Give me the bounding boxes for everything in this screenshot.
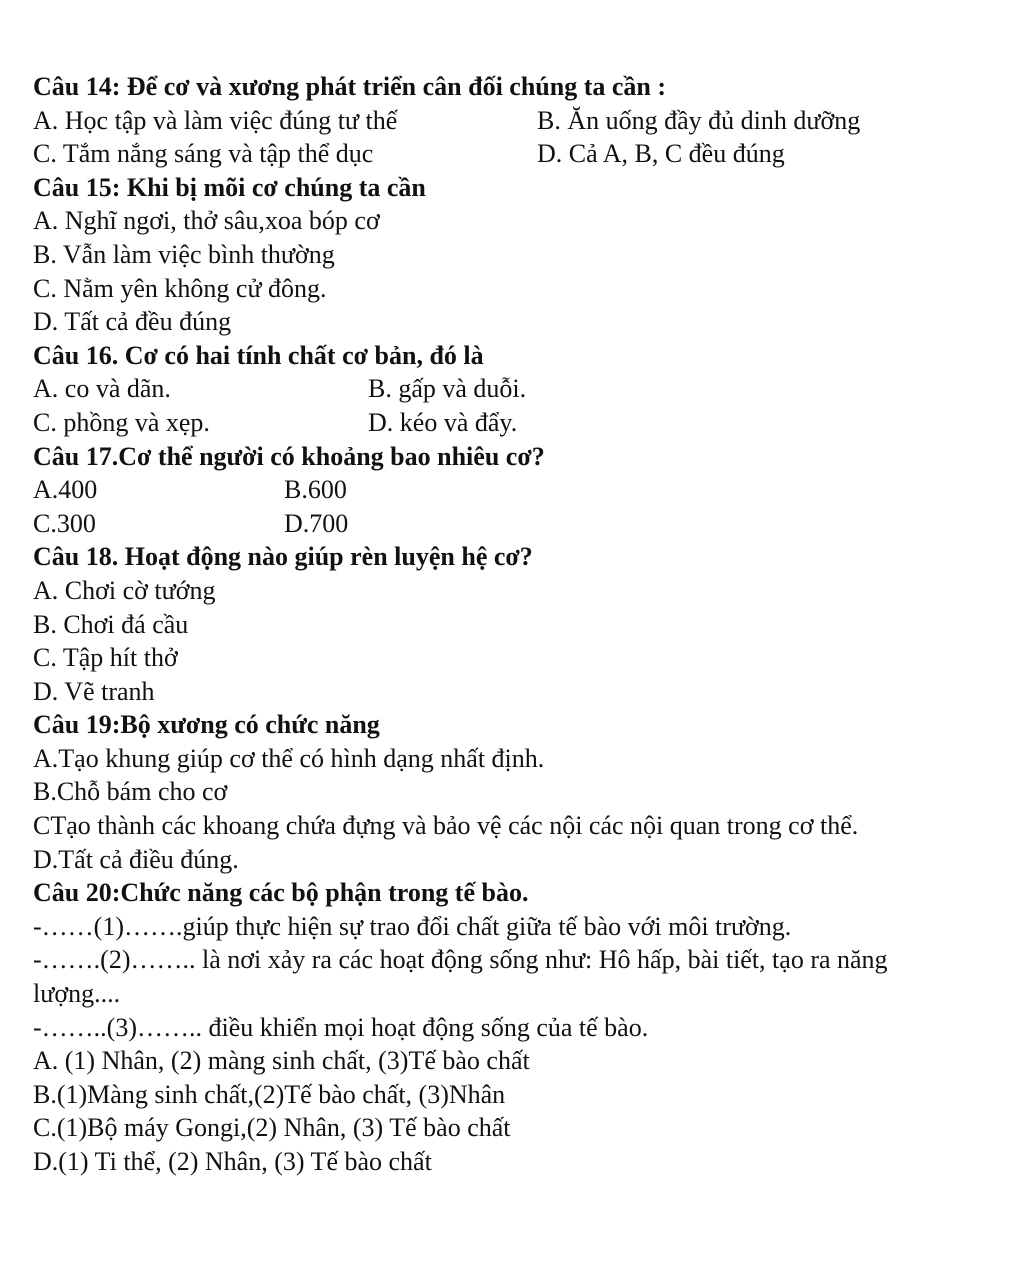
question-18-option-d: D. Vẽ tranh	[33, 676, 155, 706]
question-14-option-a: A. Học tập và làm việc đúng tư thế	[33, 105, 398, 135]
question-19-option-c: CTạo thành các khoang chứa đựng và bảo vệ các nội các nội quan trong cơ thể.	[33, 811, 859, 841]
question-17-option-a: A.400	[33, 475, 98, 505]
question-18-option-a: A. Chơi cờ tướng	[33, 575, 216, 605]
question-15-option-c: C. Nằm yên không cử đông.	[33, 273, 327, 303]
question-20-option-b: B.(1)Màng sinh chất,(2)Tế bào chất, (3)Nhân	[33, 1079, 506, 1109]
question-19-option-d: D.Tất cả điều đúng.	[33, 844, 239, 874]
question-17-options-row-2	[33, 507, 1023, 541]
question-20-stem-1: -……(1)…….giúp thực hiện sự trao đổi chất giữa tế bào với môi trường.	[33, 911, 792, 941]
question-20-option-c: C.(1)Bộ máy Gongi,(2) Nhân, (3) Tế bào chất	[33, 1113, 511, 1143]
question-20-option-a: A. (1) Nhân, (2) màng sinh chất, (3)Tế bào chất	[33, 1046, 530, 1076]
question-17-title: Câu 17.Cơ thể người có khoảng bao nhiêu cơ?	[33, 441, 545, 471]
question-15-option-b: B. Vẫn làm việc bình thường	[33, 239, 335, 269]
question-19-title: Câu 19:Bộ xương có chức năng	[33, 710, 380, 740]
question-15-option-d: D. Tất cả đều đúng	[33, 307, 232, 337]
worksheet	[33, 70, 1023, 1179]
question-17-option-c: C.300	[33, 508, 96, 538]
question-20-stem-2-continued: lượng....	[33, 979, 121, 1009]
question-16-title: Câu 16. Cơ có hai tính chất cơ bản, đó là	[33, 340, 484, 370]
question-19-option-b: B.Chỗ bám cho cơ	[33, 777, 228, 807]
question-14-options-row-2	[33, 137, 1023, 171]
question-16-options-row-1	[33, 372, 1023, 406]
question-20-option-d: D.(1) Ti thể, (2) Nhân, (3) Tế bào chất	[33, 1147, 432, 1176]
question-14-options-row-1	[33, 104, 1023, 138]
question-14-option-d: D. Cả A, B, C đều đúng	[537, 139, 785, 169]
question-16-option-d: D. kéo và đẩy.	[368, 407, 518, 437]
question-17-option-d: D.700	[284, 508, 349, 538]
question-16-options-row-2	[33, 406, 1023, 440]
question-17-option-b: B.600	[284, 475, 347, 505]
question-20-stem-2: -…….(2)…….. là nơi xảy ra các hoạt động sống như: Hô hấp, bài tiết, tạo ra năng	[33, 945, 888, 975]
question-14-option-c: C. Tắm nắng sáng và tập thể dục	[33, 139, 374, 169]
question-14-option-b: B. Ăn uống đầy đủ dinh dưỡng	[537, 105, 861, 135]
question-19-option-a: A.Tạo khung giúp cơ thể có hình dạng nhất định.	[33, 743, 545, 773]
question-18-option-b: B. Chơi đá cầu	[33, 609, 189, 639]
question-20-stem-3: -……..(3)…….. điều khiển mọi hoạt động sống của tế bào.	[33, 1012, 649, 1042]
question-15-option-a: A. Nghĩ ngơi, thở sâu,xoa bóp cơ	[33, 206, 380, 236]
question-20-title: Câu 20:Chức năng các bộ phận trong tế bào.	[33, 878, 529, 908]
question-15-title: Câu 15: Khi bị mõi cơ chúng ta cần	[33, 172, 426, 202]
question-17-options-row-1	[33, 473, 1023, 507]
question-16-option-c: C. phồng và xẹp.	[33, 407, 210, 437]
question-18-option-c: C. Tập hít thở	[33, 643, 178, 673]
question-16-option-a: A. co và dãn.	[33, 374, 171, 404]
question-16-option-b: B. gấp và duỗi.	[368, 374, 527, 404]
question-18-title: Câu 18. Hoạt động nào giúp rèn luyện hệ cơ?	[33, 542, 533, 572]
question-14-title: Câu 14: Để cơ và xương phát triển cân đối chúng ta cần :	[33, 72, 667, 101]
